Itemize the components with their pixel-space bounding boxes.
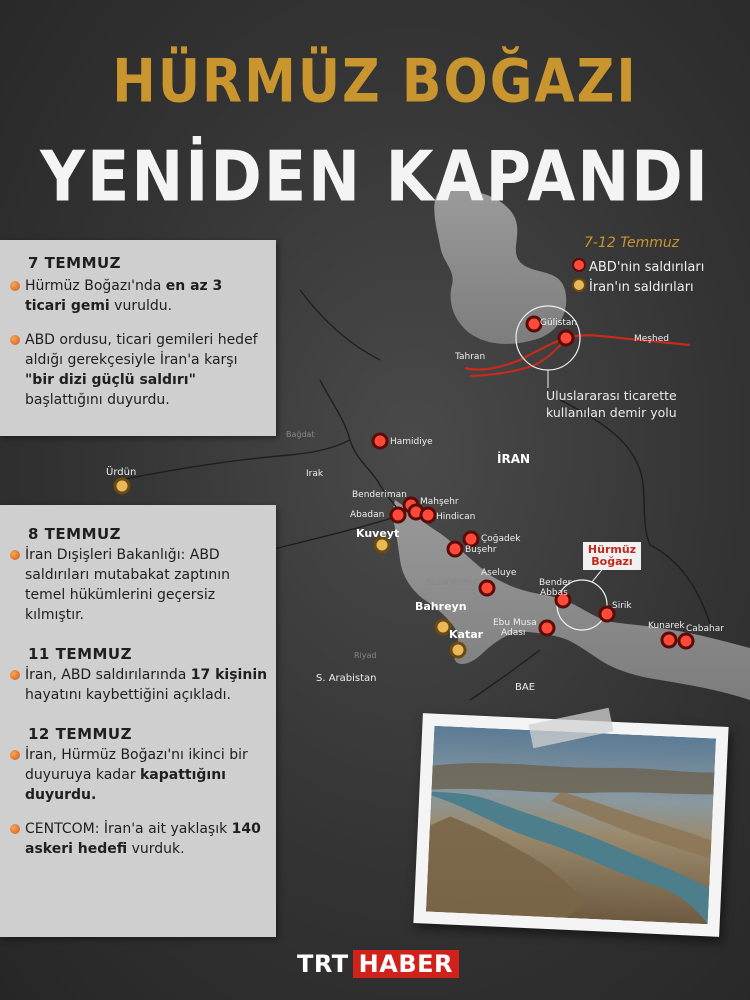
news-item xyxy=(0,330,276,410)
map-label-iran: İRAN xyxy=(497,452,531,466)
strait-label-line2: Boğazı xyxy=(591,555,633,568)
us-attack-marker xyxy=(527,317,541,331)
news-text-bold: 17 kişinin xyxy=(190,667,268,683)
news-text: İran, ABD saldırılarında xyxy=(25,667,191,683)
us-attack-marker xyxy=(559,331,573,345)
news-item xyxy=(0,745,276,805)
us-attack-marker xyxy=(540,621,554,635)
news-text: vurduk. xyxy=(127,841,185,857)
map-label-cogadek: Çoğadek xyxy=(481,534,521,544)
iran-attack-marker xyxy=(436,620,450,634)
map-label-riyad: Riyad xyxy=(354,651,377,660)
legend-iran-label: İran'ın saldırıları xyxy=(589,280,694,295)
map-label-abadan: Abadan xyxy=(350,510,385,520)
news-item xyxy=(0,819,276,859)
map-label-aseluye: Aseluye xyxy=(481,568,517,578)
yellow-marker-icon xyxy=(572,278,586,292)
news-item xyxy=(0,276,276,316)
us-attack-marker xyxy=(679,634,693,648)
news-text: CENTCOM: İran'a ait yaklaşık xyxy=(25,821,232,837)
panel-date: 8 TEMMUZ xyxy=(28,525,122,543)
news-text: İran, Hürmüz Boğazı'nı ikinci bir duyuruya kadar xyxy=(25,747,248,783)
strait-label-line1: Hürmüz xyxy=(587,543,637,556)
main-title-line-1: HÜRMÜZ BOĞAZI xyxy=(112,47,638,117)
map-label-gulistan: Gülistan xyxy=(540,318,578,328)
map-label-basra: Basra Körfezi xyxy=(426,578,479,587)
news-text-bold: "bir dizi güçlü saldırı" xyxy=(25,372,196,388)
news-text: İran Dışişleri Bakanlığı: ABD saldırıları mutabakat zaptının temel hükümlerini geçersiz kılmıştır. xyxy=(25,547,231,623)
map-label-mahsehr: Mahşehr xyxy=(420,497,459,507)
bullet-icon xyxy=(10,335,20,345)
map-label-bender-abbas-2: Abbas xyxy=(540,588,568,598)
map-label-irak: Irak xyxy=(306,469,324,479)
us-attack-marker xyxy=(448,542,462,556)
iran-attack-marker xyxy=(451,643,465,657)
news-panel-8-12-july xyxy=(0,505,276,937)
panel-date: 7 TEMMUZ xyxy=(28,254,122,272)
news-text-bold: en az 3 ticari gemi xyxy=(25,278,223,314)
legend-iran-attacks xyxy=(572,278,694,295)
news-text-bold: 140 askeri hedefi xyxy=(25,821,261,857)
panel-date: 12 TEMMUZ xyxy=(28,725,132,743)
strait-label xyxy=(583,542,641,570)
photo-image xyxy=(426,726,716,925)
aerial-landscape xyxy=(426,726,716,925)
bullet-icon xyxy=(10,824,20,834)
news-text: başlattığını duyurdu. xyxy=(25,392,170,408)
bullet-icon xyxy=(10,550,20,560)
red-marker-icon xyxy=(572,258,586,272)
map-label-ebu-musa-1: Ebu Musa xyxy=(493,618,537,628)
map-label-benderiman: Benderiman xyxy=(352,490,407,500)
map-label-urdun: Ürdün xyxy=(106,467,137,478)
news-item xyxy=(0,665,276,705)
strait-aerial-photo xyxy=(413,713,728,937)
news-text: Hürmüz Boğazı'nda xyxy=(25,278,166,294)
map-label-busehr: Buşehr xyxy=(465,545,497,555)
map-label-tahran: Tahran xyxy=(455,352,486,362)
us-attack-marker xyxy=(373,434,387,448)
map-label-s-arabistan: S. Arabistan xyxy=(316,673,377,684)
bullet-icon xyxy=(10,670,20,680)
news-text: hayatını kaybettiğini açıkladı. xyxy=(25,687,231,703)
us-attack-marker xyxy=(421,508,435,522)
map-label-katar: Katar xyxy=(449,628,484,641)
trt-haber-logo xyxy=(297,950,459,978)
map-label-caspian: Hazar Denizi xyxy=(452,284,503,293)
map-label-kuveyt: Kuveyt xyxy=(356,527,400,540)
legend-date-range: 7-12 Temmuz xyxy=(584,235,680,251)
us-attack-marker xyxy=(480,581,494,595)
news-item xyxy=(0,545,276,625)
map-label-sirik: Sirik xyxy=(612,601,632,611)
iran-attack-marker xyxy=(115,479,129,493)
logo-haber-text: HABER xyxy=(353,950,459,978)
railway-note-line2: kullanılan demir yolu xyxy=(546,405,677,420)
map-label-bender-abbas-1: Bender xyxy=(539,578,572,588)
map-label-hindican: Hindican xyxy=(436,512,476,522)
bullet-icon xyxy=(10,750,20,760)
map-label-hamidiye: Hamidiye xyxy=(390,437,433,447)
map-label-cabahar: Cabahar xyxy=(686,624,724,634)
bullet-icon xyxy=(10,281,20,291)
map-label-meshed: Meşhed xyxy=(634,334,669,344)
main-title-line-2: YENİDEN KAPANDI xyxy=(40,135,710,218)
news-text-bold: kapattığını duyurdu. xyxy=(25,767,226,803)
map-label-bahreyn: Bahreyn xyxy=(415,600,467,613)
legend-us-attacks xyxy=(572,258,704,275)
panel-date: 11 TEMMUZ xyxy=(28,645,132,663)
logo-trt-text: TRT xyxy=(297,950,349,978)
map-label-ebu-musa-2: Adası xyxy=(501,628,526,638)
iran-attack-marker xyxy=(375,538,389,552)
us-attack-marker xyxy=(662,633,676,647)
railway-note-line1: Uluslararası ticarette xyxy=(546,388,677,403)
railway-note xyxy=(546,387,677,421)
legend-us-label: ABD'nin saldırıları xyxy=(589,260,705,275)
us-attack-marker xyxy=(391,508,405,522)
map-label-bae: BAE xyxy=(515,682,536,693)
map-label-bagdat: Bağdat xyxy=(286,430,315,439)
news-text: ABD ordusu, ticari gemileri hedef aldığı gerekçesiyle İran'a karşı xyxy=(25,332,258,368)
news-text: vuruldu. xyxy=(109,298,173,314)
us-attack-marker xyxy=(464,532,478,546)
map-label-kunarek: Kunarek xyxy=(648,621,685,631)
news-panel-7-july xyxy=(0,240,276,436)
